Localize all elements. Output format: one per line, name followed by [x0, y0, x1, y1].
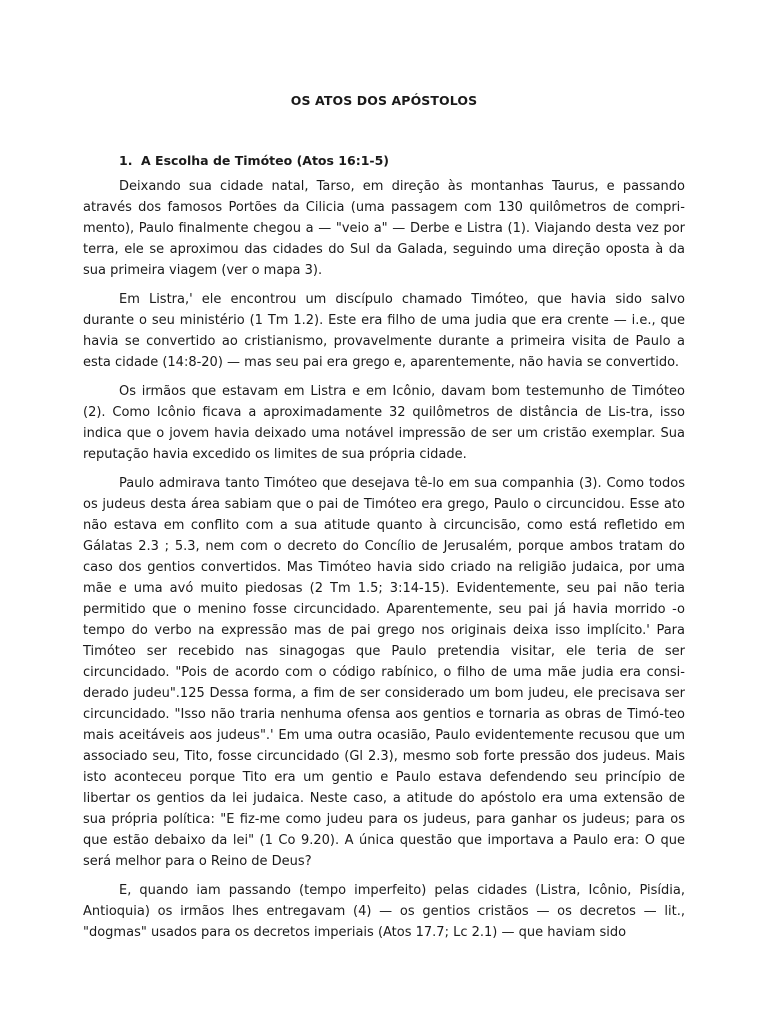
section-number: 1. [119, 153, 133, 168]
paragraph: E, quando iam passando (tempo imperfeito) pelas cidades (Listra, Icônio, Pisídia, Antioquia) os irmãos lhes entregavam (4) — os gentios cristãos — os decretos — lit., "dogmas" usados para os decretos imperiais (Atos 17.7; Lc 2.1) — que haviam sido [83, 883, 685, 940]
document-page [83, 90, 685, 951]
paragraph: Paulo admirava tanto Timóteo que desejava tê-lo em sua companhia (3). Como todos os judeus desta área sabiam que o pai de Timóteo era grego, Paulo o circuncidou. Esse ato não estava em conflito com a sua atitude quanto à circuncisão, como está refletido em Gálatas 2.3 ; 5.3, nem com o decreto do Concílio de Jerusalém, porque ambos tratam do caso dos gentios convertidos. Mas Timóteo havia sido criado na religião judaica, por uma mãe e uma avó muito piedosas (2 Tm 1.5; 3:14-15). Evidentemente, seu pai não teria permitido que o menino fosse circuncidado. Aparentemente, seu pai já havia morrido -o tempo do verbo na expressão mas de pai grego nos originais deixa isso implícito.' Para Timóteo ser recebido nas sinagogas que Paulo pretendia visitar, ele teria de ser circuncidado. "Pois de acordo com o código rabínico, o filho de uma mãe judia era consi-derado judeu".125 Dessa forma, a fim de ser considerado um bom judeu, ele precisava ser circuncidado. "Isso não traria nenhuma ofensa aos gentios e tornaria as obras de Timó-teo mais aceitáveis aos judeus".' Em uma outra ocasião, Paulo evidentemente recusou que um associado seu, Tito, fosse circuncidado (Gl 2.3), mesmo sob forte pressão dos judeus. Mais isto aconteceu porque Tito era um gentio e Paulo estava defendendo seu princípio de libertar os gentios da lei judaica. Neste caso, a atitude do apóstolo era uma extensão de sua própria política: "E fiz-me como judeu para os judeus, para ganhar os judeus; para os que estão debaixo da lei" (1 Co 9.20). A única questão que importava a Paulo era: O que será melhor para o Reino de Deus? [83, 476, 685, 869]
paragraph: Deixando sua cidade natal, Tarso, em direção às montanhas Taurus, e passando através dos famosos Portões da Cilicia (uma passagem com 130 quilômetros de compri-mento), Paulo finalmente chegou a — "veio a" — Derbe e Listra (1). Viajando desta vez por terra, ele se aproximou das cidades do Sul da Galada, seguindo uma direção oposta à da sua primeira viagem (ver o mapa 3). [83, 179, 685, 278]
section-heading [119, 150, 685, 171]
section-title: A Escolha de Timóteo (Atos 16:1-5) [141, 153, 389, 168]
paragraph: Em Listra,' ele encontrou um discípulo chamado Timóteo, que havia sido salvo durante o seu ministério (1 Tm 1.2). Este era filho de uma judia que era crente — i.e., que havia se convertido ao cristianismo, provavelmente durante a primeira visita de Paulo a esta cidade (14:8-20) — mas seu pai era grego e, aparentemente, não havia se convertido. [83, 292, 685, 370]
paragraph: Os irmãos que estavam em Listra e em Icônio, davam bom testemunho de Timóteo (2). Como Icônio ficava a aproximadamente 32 quilômetros de distância de Lis-tra, isso indica que o jovem havia deixado uma notável impressão de ser um cristão exemplar. Sua reputação havia excedido os limites de sua própria cidade. [83, 384, 685, 462]
page-title: OS ATOS DOS APÓSTOLOS [290, 93, 478, 108]
